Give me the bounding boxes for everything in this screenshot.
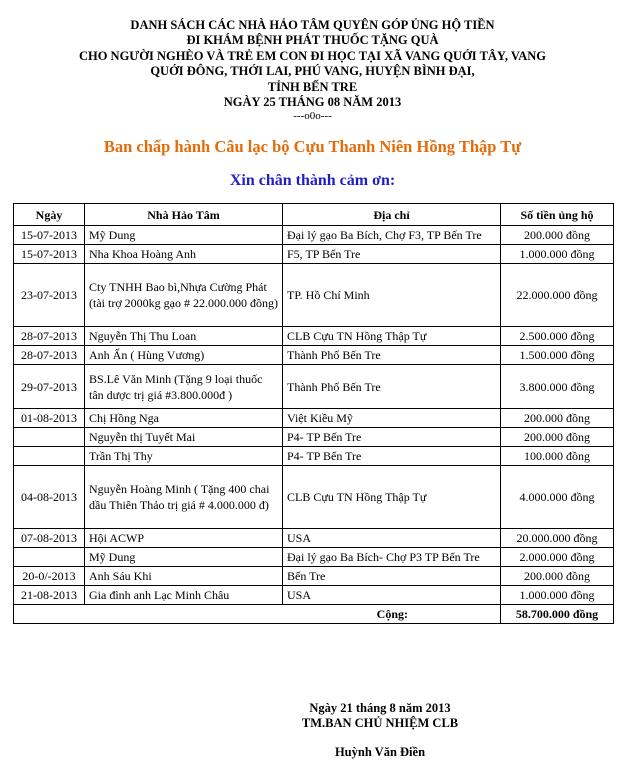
cell-amount: 3.800.000 đồng	[501, 365, 614, 409]
cell-address: Thành Phố Bến Tre	[283, 365, 501, 409]
cell-date	[14, 548, 85, 567]
cell-date: 28-07-2013	[14, 327, 85, 346]
table-row	[14, 428, 614, 447]
cell-address: CLB Cựu TN Hồng Thập Tự	[283, 466, 501, 529]
table-row	[14, 548, 614, 567]
signature-name: Huỳnh Văn Điền	[334, 745, 426, 759]
cell-address: Bến Tre	[283, 567, 501, 586]
cell-donor: Nguyễn Thị Thu Loan	[85, 327, 283, 346]
header-line: TỈNH BẾN TRE	[267, 79, 358, 94]
table-row	[14, 447, 614, 466]
cell-address: Đại lý gạo Ba Bích- Chợ P3 TP Bến Tre	[283, 548, 501, 567]
cell-amount: 4.000.000 đồng	[501, 466, 614, 529]
total-label: Cộng:	[14, 605, 501, 624]
cell-date: 29-07-2013	[14, 365, 85, 409]
cell-date: 28-07-2013	[14, 346, 85, 365]
cell-amount: 2.500.000 đồng	[501, 327, 614, 346]
cell-donor: BS.Lê Văn Minh (Tặng 9 loại thuốc tân dược trị giá #3.800.000đ )	[85, 365, 283, 409]
table-row	[14, 245, 614, 264]
cell-address: TP. Hồ Chí Minh	[283, 264, 501, 327]
column-header-donor: Nhà Hảo Tâm	[85, 204, 283, 226]
cell-date: 23-07-2013	[14, 264, 85, 327]
column-header-date: Ngày	[14, 204, 85, 226]
cell-amount: 200.000 đồng	[501, 226, 614, 245]
cell-donor: Mỹ Dung	[85, 226, 283, 245]
cell-donor: Trần Thị Thy	[85, 447, 283, 466]
column-header-amount: Số tiền ủng hộ	[501, 204, 614, 226]
cell-date	[14, 447, 85, 466]
cell-address: Đại lý gạo Ba Bích, Chợ F3, TP Bến Tre	[283, 226, 501, 245]
cell-amount: 1.500.000 đồng	[501, 346, 614, 365]
cell-donor: Gia đình anh Lạc Minh Châu	[85, 586, 283, 605]
table-row	[14, 327, 614, 346]
header-line: NGÀY 25 THÁNG 08 NĂM 2013	[223, 95, 402, 110]
cell-date: 07-08-2013	[14, 529, 85, 548]
cell-address: P4- TP Bến Tre	[283, 428, 501, 447]
cell-date: 15-07-2013	[14, 226, 85, 245]
cell-donor: Hội ACWP	[85, 529, 283, 548]
header-line: QUỚI ĐÔNG, THỚI LAI, PHÚ VANG, HUYỆN BÌNH ĐẠI,	[150, 64, 475, 79]
cell-address: USA	[283, 529, 501, 548]
cell-date: 01-08-2013	[14, 409, 85, 428]
table-row	[14, 346, 614, 365]
table-row	[14, 529, 614, 548]
thanks-heading: Xin chân thành cảm ơn:	[229, 172, 396, 189]
org-name: Ban chấp hành Câu lạc bộ Cựu Thanh Niên Hồng Thập Tự	[103, 137, 522, 156]
cell-amount: 100.000 đồng	[501, 447, 614, 466]
table-header-row	[14, 204, 614, 226]
cell-amount: 22.000.000 đồng	[501, 264, 614, 327]
cell-donor: Nguyễn Hoàng Minh ( Tặng 400 chai dầu Thiên Thảo trị giá # 4.000.000 đ)	[85, 466, 283, 529]
header-line: DANH SÁCH CÁC NHÀ HẢO TÂM QUYÊN GÓP ỦNG HỘ TIỀN	[130, 18, 495, 32]
cell-amount: 2.000.000 đồng	[501, 548, 614, 567]
header-line: CHO NGƯỜI NGHÈO VÀ TRẺ EM CON ĐI HỌC TẠI XÃ VANG QUỚI TÂY, VANG	[78, 48, 547, 63]
cell-amount: 1.000.000 đồng	[501, 245, 614, 264]
donor-rows	[14, 226, 614, 605]
cell-date: 21-08-2013	[14, 586, 85, 605]
cell-amount: 1.000.000 đồng	[501, 586, 614, 605]
cell-donor: Nha Khoa Hoàng Anh	[85, 245, 283, 264]
cell-date: 04-08-2013	[14, 466, 85, 529]
cell-address: F5, TP Bến Tre	[283, 245, 501, 264]
cell-donor: Anh Sáu Khi	[85, 567, 283, 586]
table-row	[14, 365, 614, 409]
cell-date	[14, 428, 85, 447]
cell-address: Thành Phố Bến Tre	[283, 346, 501, 365]
table-row	[14, 264, 614, 327]
cell-address: USA	[283, 586, 501, 605]
donor-table	[13, 203, 614, 624]
total-amount: 58.700.000 đồng	[501, 605, 614, 624]
cell-address: CLB Cựu TN Hồng Thập Tự	[283, 327, 501, 346]
cell-donor: Nguyễn thị Tuyết Mai	[85, 428, 283, 447]
cell-address: Việt Kiều Mỹ	[283, 409, 501, 428]
cell-donor: Mỹ Dung	[85, 548, 283, 567]
table-row	[14, 466, 614, 529]
cell-address: P4- TP Bến Tre	[283, 447, 501, 466]
table-row	[14, 409, 614, 428]
table-row	[14, 586, 614, 605]
signature-date: Ngày 21 tháng 8 năm 2013	[309, 701, 451, 715]
header-line: ĐI KHÁM BỆNH PHÁT THUỐC TẶNG QUÀ	[186, 33, 439, 48]
table-row	[14, 226, 614, 245]
total-row	[14, 605, 614, 624]
cell-amount: 20.000.000 đồng	[501, 529, 614, 548]
cell-date: 20-0/-2013	[14, 567, 85, 586]
table-row	[14, 567, 614, 586]
cell-amount: 200.000 đồng	[501, 409, 614, 428]
cell-amount: 200.000 đồng	[501, 567, 614, 586]
header-separator: ---o0o---	[293, 110, 332, 123]
cell-donor: Cty TNHH Bao bì,Nhựa Cường Phát (tài trợ 2000kg gạo # 22.000.000 đồng)	[85, 264, 283, 327]
column-header-address: Địa chỉ	[283, 204, 501, 226]
document-header	[0, 18, 625, 123]
cell-date: 15-07-2013	[14, 245, 85, 264]
signature-role: TM.BAN CHỦ NHIỆM CLB	[301, 716, 459, 730]
cell-donor: Chị Hồng Nga	[85, 409, 283, 428]
cell-donor: Anh Ẩn ( Hùng Vương)	[85, 346, 283, 365]
cell-amount: 200.000 đồng	[501, 428, 614, 447]
